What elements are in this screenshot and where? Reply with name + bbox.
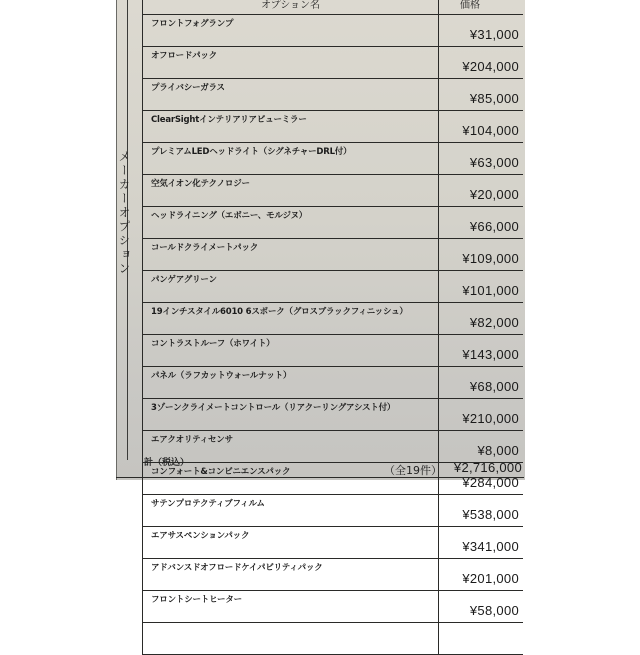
option-price: ¥201,000 [462,571,519,586]
option-name [143,623,439,654]
option-price: ¥538,000 [462,507,519,522]
table-row [142,111,523,143]
option-price: ¥8,000 [477,443,519,458]
option-price: ¥284,000 [462,475,519,490]
option-price: ¥85,000 [469,91,519,106]
table-row [142,335,523,367]
option-name: コンフォート&コンビニエンスパック [143,463,439,494]
table-row [142,207,523,239]
option-name: 空気イオン化テクノロジー [143,175,439,206]
option-name: 3ゾーンクライメートコントロール（リアクーリングアシスト付） [143,399,439,430]
table-row [142,591,523,623]
option-price: ¥68,000 [469,379,519,394]
option-price: ¥104,000 [462,123,519,138]
table-row [142,239,523,271]
options-table [142,0,523,655]
option-name: サテンプロテクティブフィルム [143,495,439,526]
option-name: 19インチスタイル6010 6スポーク（グロスブラックフィニッシュ） [143,303,439,334]
table-row [142,175,523,207]
table-row [142,47,523,79]
option-name: パネル（ラフカットウォールナット） [143,367,439,398]
total-row [116,455,524,478]
total-sum: ¥2,716,000 [453,460,522,475]
option-name: プライバシーガラス [143,79,439,110]
option-price: ¥66,000 [469,219,519,234]
total-label: 計（税込） [144,458,190,468]
table-row [142,367,523,399]
option-name: コントラストルーフ（ホワイト） [143,335,439,366]
option-price: ¥63,000 [469,155,519,170]
table-header [142,0,523,15]
option-price: ¥31,000 [469,27,519,42]
table-row [142,303,523,335]
option-name: プレミアムLEDヘッドライト（シグネチャーDRL付） [143,143,439,174]
option-price: ¥20,000 [469,187,519,202]
option-price [439,623,523,654]
option-price: ¥341,000 [462,539,519,554]
header-price: 価格 [460,0,480,11]
section-label: メーカーオプション [117,150,131,276]
table-row-empty [142,623,523,655]
table-row [142,79,523,111]
option-price: ¥109,000 [462,251,519,266]
option-price: ¥101,000 [462,283,519,298]
option-name: アドバンスドオフロードケイパビリティパック [143,559,439,590]
total-count: （全19件） [384,464,442,477]
table-row [142,559,523,591]
option-name: エアサスペンションパック [143,527,439,558]
table-row [142,399,523,431]
table-row [142,271,523,303]
option-price: ¥210,000 [462,411,519,426]
option-price: ¥58,000 [469,603,519,618]
option-name: フロントフォグランプ [143,15,439,46]
table-row [142,527,523,559]
option-name: フロントシートヒーター [143,591,439,622]
option-name: ヘッドライニング（エボニー、モルジヌ） [143,207,439,238]
option-name: ClearSightインテリアリアビューミラー [143,111,439,142]
option-name: エアクオリティセンサ [143,431,439,462]
option-price: ¥204,000 [462,59,519,74]
option-name: パンゲアグリーン [143,271,439,302]
option-price: ¥82,000 [469,315,519,330]
table-row [142,143,523,175]
header-option-name: オプション名 [143,0,439,14]
table-row [142,15,523,47]
option-price: ¥143,000 [462,347,519,362]
option-name: コールドクライメートパック [143,239,439,270]
table-row [142,495,523,527]
option-name: オフロードパック [143,47,439,78]
